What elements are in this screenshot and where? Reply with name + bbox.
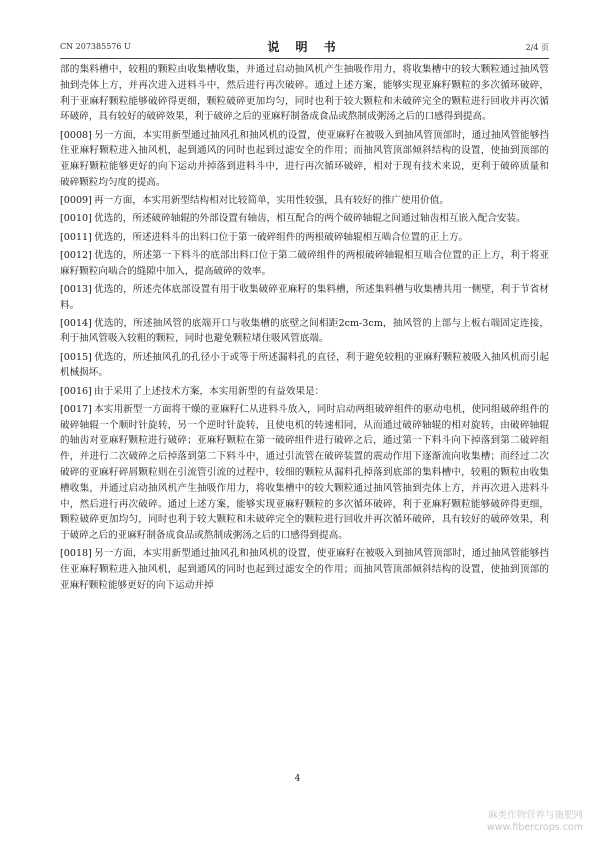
paragraph-number: [0010] bbox=[60, 213, 92, 225]
paragraph-text: 部的集料槽中，较粗的颗粒由收集槽收集，并通过启动抽风机产生抽吸作用力，将收集槽中的较大颗粒通过抽风管抽到壳体上方，并再次进入进料斗中，然后进行再次破碎。通过上述方案，能够实现亚麻籽颗粒的多次循环破碎，利于亚麻籽颗粒能够破碎得更细，颗粒破碎更加均匀，同时也利于较大颗粒和未破碎完全的颗粒进行回收并再次循环破碎，具有较好的破碎效果，利于破碎之后的亚麻籽制备成食品或熬制成粥汤之后的口感得到提高。 bbox=[60, 64, 549, 123]
paragraph-text: 另一方面，本实用新型通过抽风孔和抽风机的设置，使亚麻籽在被吸入到抽风管顶部时，通过抽风管能够挡住亚麻籽颗粒进入抽风机，起到通风的同时也起到过滤安全的作用；而抽风管顶部倾斜结构的设置，使抽到顶部的亚麻籽颗粒能够更好的向下运动并掉 bbox=[60, 548, 549, 591]
paragraph-text: 优选的，所述抽风孔的孔径小于或等于所述漏料孔的直径，利于避免较粗的亚麻籽颗粒被吸入抽风机而引起机械损坏。 bbox=[60, 351, 549, 379]
paragraph-text: 优选的，所述破碎轴辊的外部设置有轴齿，相互配合的两个破碎轴辊之间通过轴齿相互嵌入配合安装。 bbox=[94, 213, 526, 225]
watermark-url: www.fibercrops.com bbox=[486, 822, 583, 833]
header-rule bbox=[60, 58, 549, 59]
page-header bbox=[60, 38, 549, 56]
paragraph bbox=[60, 62, 549, 125]
paragraph bbox=[60, 316, 549, 348]
paragraph-number: [0016] bbox=[60, 385, 92, 397]
patent-number: CN 207385576 U bbox=[60, 42, 131, 51]
paragraph bbox=[60, 350, 549, 382]
paragraph-text: 另一方面，本实用新型通过抽风孔和抽风机的设置，使亚麻籽在被吸入到抽风管顶部时，通过抽风管能够挡住亚麻籽颗粒进入抽风机，起到通风的同时也起到过滤安全的作用；而抽风管顶部倾斜结构的设置，使抽到顶部的亚麻籽颗粒能够更好的向下运动并掉落到进料斗中，进行再次循环破碎，相对于现有技术来说，更利于破碎质量和破碎颗粒均匀度的提高。 bbox=[60, 129, 549, 188]
paragraph-number: [0012] bbox=[60, 249, 92, 261]
paragraph-number: [0014] bbox=[60, 317, 92, 329]
paragraph bbox=[60, 402, 549, 544]
paragraph-number: [0018] bbox=[60, 548, 92, 560]
document-body bbox=[60, 62, 549, 596]
watermark-title: 麻类作物营养与施肥网 bbox=[487, 810, 583, 821]
paragraph bbox=[60, 248, 549, 280]
paragraph bbox=[60, 211, 549, 227]
paragraph-number: [0009] bbox=[60, 195, 92, 207]
paragraph-text: 再一方面，本实用新型结构相对比较简单，实用性较强，具有较好的推广使用价值。 bbox=[94, 195, 449, 207]
page-number: 4 bbox=[294, 774, 301, 784]
document-title: 说 明 书 bbox=[267, 40, 342, 54]
paragraph-number: [0015] bbox=[60, 351, 92, 363]
page-indicator: 2/4 页 bbox=[525, 43, 549, 52]
paragraph-text: 本实用新型一方面将干燥的亚麻籽仁从进料斗放入，同时启动两组破碎组件的驱动电机，使同组破碎组件的破碎轴辊一个顺时针旋转，另一个逆时针旋转，且使电机的转速相同，从而通过破碎轴辊的相对旋转，由破碎轴辊的轴齿对亚麻籽颗粒进行破碎；亚麻籽颗粒在第一破碎组件进行破碎之后，通过第一下料斗向下掉落到第二破碎组件，并进行二次破碎之后掉落到第二下料斗中，通过引流管在破碎装置的震动作用下逐渐流向收集槽；而经过二次破碎的亚麻籽碎屑颗粒则在引流管引流的过程中，较细的颗粒从漏料孔掉落到底部的集料槽中，较粗的颗粒由收集槽收集，并通过启动抽风机产生抽吸作用力，将收集槽中的较大颗粒通过抽风管抽到壳体上方，并再次进入进料斗中，然后进行再次破碎。通过上述方案，能够实现亚麻籽颗粒的多次循环破碎，利于亚麻籽颗粒能够破碎得更细，颗粒破碎更加均匀，同时也利于较大颗粒和未破碎完全的颗粒进行回收并再次循环破碎，具有较好的破碎效果，利于破碎之后的亚麻籽制备成食品或熬制成粥汤之后的口感得到提高。 bbox=[60, 403, 549, 542]
paragraph-text: 由于采用了上述技术方案，本实用新型的有益效果是： bbox=[94, 385, 325, 397]
paragraph bbox=[60, 282, 549, 314]
paragraph-text: 优选的，所述壳体底部设置有用于收集破碎亚麻籽的集料槽，所述集料槽与收集槽共用一侧壁，利于节省材料。 bbox=[60, 283, 549, 311]
paragraph-text: 优选的，所述抽风管的底端开口与收集槽的底壁之间相距2cm-3cm，抽风管的上部与上板右端固定连接，利于抽风管吸入较粗的颗粒，同时也避免颗粒堵住吸风管底端。 bbox=[60, 317, 549, 345]
paragraph bbox=[60, 384, 549, 400]
paragraph bbox=[60, 128, 549, 191]
site-watermark bbox=[487, 810, 583, 834]
paragraph-number: [0011] bbox=[60, 231, 92, 243]
paragraph bbox=[60, 230, 549, 246]
paragraph-number: [0017] bbox=[60, 403, 92, 415]
paragraph bbox=[60, 193, 549, 209]
paragraph-number: [0013] bbox=[60, 283, 92, 295]
paragraph-text: 优选的，所述进料斗的出料口位于第一破碎组件的两根破碎轴辊相互啮合位置的正上方。 bbox=[94, 231, 469, 243]
paragraph-text: 优选的，所述第一下料斗的底部出料口位于第二破碎组件的两根破碎轴辊相互啮合位置的正上方，利于将亚麻籽颗粒向啮合的缝隙中加入，提高破碎的效率。 bbox=[60, 249, 549, 277]
paragraph-number: [0008] bbox=[60, 129, 92, 141]
paragraph bbox=[60, 546, 549, 593]
